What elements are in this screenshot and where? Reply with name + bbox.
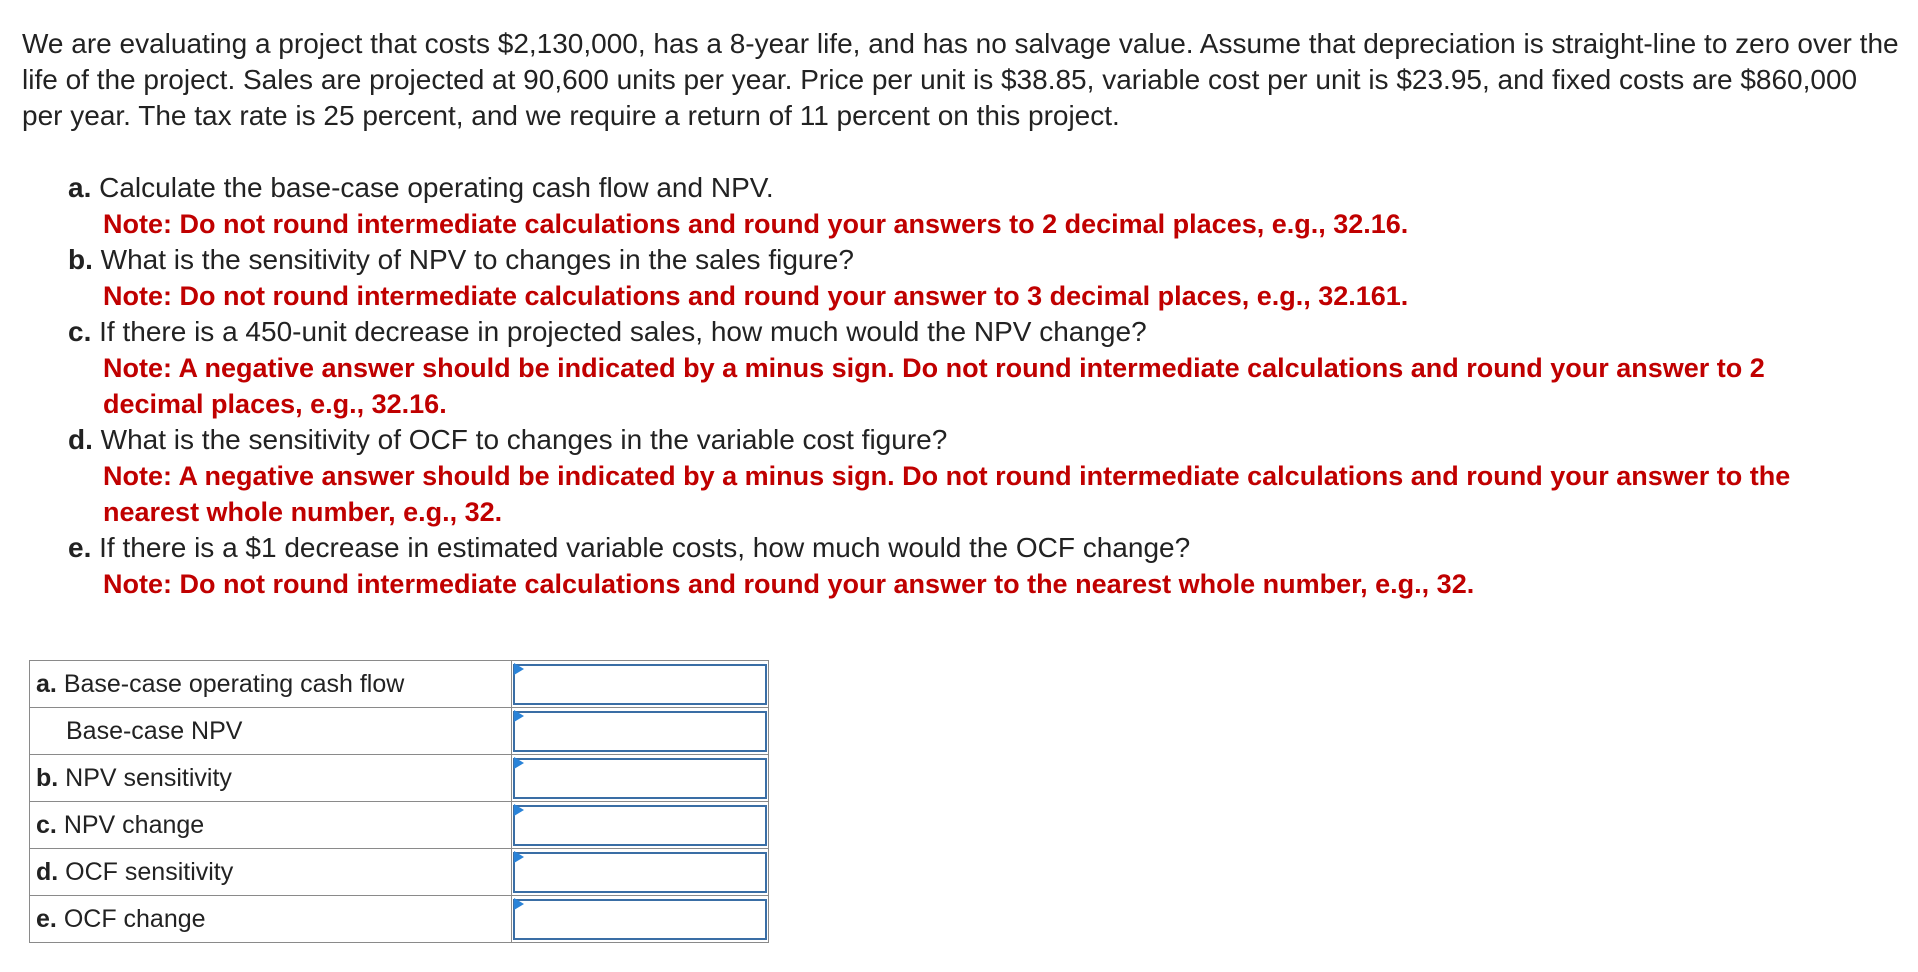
answer-label-text: OCF sensitivity: [65, 857, 234, 886]
answer-label-text: Base-case NPV: [66, 716, 243, 745]
question-b: [68, 242, 1868, 314]
question-letter: a.: [68, 172, 92, 203]
answer-letter: e.: [36, 904, 57, 933]
answer-row: [30, 708, 769, 755]
ocf-sensitivity-input[interactable]: [513, 852, 767, 893]
answer-marker-icon: [514, 898, 524, 910]
npv-change-input[interactable]: [513, 805, 767, 846]
answer-marker-icon: [514, 710, 524, 722]
question-letter: e.: [68, 532, 92, 563]
question-c: [68, 314, 1868, 422]
answer-label-text: NPV sensitivity: [65, 763, 232, 792]
question-e: [68, 530, 1868, 602]
question-letter: b.: [68, 244, 93, 275]
answer-label: [30, 661, 512, 708]
answer-label-text: Base-case operating cash flow: [63, 669, 405, 698]
answer-cell: [512, 755, 769, 802]
answer-row: [30, 755, 769, 802]
answer-cell: [512, 661, 769, 708]
npv-sensitivity-input[interactable]: [513, 758, 767, 799]
answer-letter: d.: [36, 857, 59, 886]
ocf-input[interactable]: [513, 664, 767, 705]
question-note: Note: Do not round intermediate calculations and round your answers to 2 decimal places, e.g., 32.16.: [103, 209, 1409, 239]
answer-marker-icon: [514, 663, 524, 675]
answer-cell: [512, 896, 769, 943]
answer-label: [30, 896, 512, 943]
question-text: If there is a 450-unit decrease in projected sales, how much would the NPV change?: [99, 316, 1147, 347]
problem-statement: We are evaluating a project that costs $2,130,000, has a 8-year life, and has no salvage value. Assume that depreciation is straight-line to zero over the life of the project. Sales are projected at 90,600 units per year. Price per unit is $38.85, variable cost per unit is $23.95, and fixed costs are $860,000 per year. The tax rate is 25 percent, and we require a return of 11 percent on this project.: [22, 28, 1899, 131]
question-letter: d.: [68, 424, 93, 455]
question-text: What is the sensitivity of OCF to changes in the variable cost figure?: [100, 424, 948, 455]
answer-cell: [512, 802, 769, 849]
question-note: Note: Do not round intermediate calculations and round your answer to the nearest whole number, e.g., 32.: [103, 569, 1475, 599]
question-list: [68, 170, 1868, 602]
answer-letter: a.: [36, 669, 57, 698]
answer-label: [30, 708, 512, 755]
answer-marker-icon: [514, 757, 524, 769]
question-a: [68, 170, 1868, 242]
answer-marker-icon: [514, 804, 524, 816]
question-note: Note: A negative answer should be indicated by a minus sign. Do not round intermediate calculations and round your answer to 2 decimal places, e.g., 32.16.: [103, 353, 1765, 419]
answer-label: [30, 802, 512, 849]
answer-label-text: OCF change: [63, 904, 206, 933]
question-text: Calculate the base-case operating cash flow and NPV.: [99, 172, 774, 203]
answer-label-text: NPV change: [63, 810, 205, 839]
answer-cell: [512, 708, 769, 755]
answer-table: [29, 660, 769, 943]
answer-label: [30, 755, 512, 802]
answer-row: [30, 849, 769, 896]
ocf-change-input[interactable]: [513, 899, 767, 940]
question-text: If there is a $1 decrease in estimated variable costs, how much would the OCF change?: [99, 532, 1191, 563]
question-letter: c.: [68, 316, 92, 347]
question-d: [68, 422, 1868, 530]
question-note: Note: A negative answer should be indicated by a minus sign. Do not round intermediate calculations and round your answer to the nearest whole number, e.g., 32.: [103, 461, 1791, 527]
answer-cell: [512, 849, 769, 896]
answer-letter: b.: [36, 763, 59, 792]
npv-input[interactable]: [513, 711, 767, 752]
answer-label: [30, 849, 512, 896]
answer-row: [30, 802, 769, 849]
answer-row: [30, 896, 769, 943]
answer-row: [30, 661, 769, 708]
question-note: Note: Do not round intermediate calculations and round your answer to 3 decimal places, e.g., 32.161.: [103, 281, 1409, 311]
question-text: What is the sensitivity of NPV to changes in the sales figure?: [100, 244, 854, 275]
answer-marker-icon: [514, 851, 524, 863]
answer-letter: c.: [36, 810, 57, 839]
